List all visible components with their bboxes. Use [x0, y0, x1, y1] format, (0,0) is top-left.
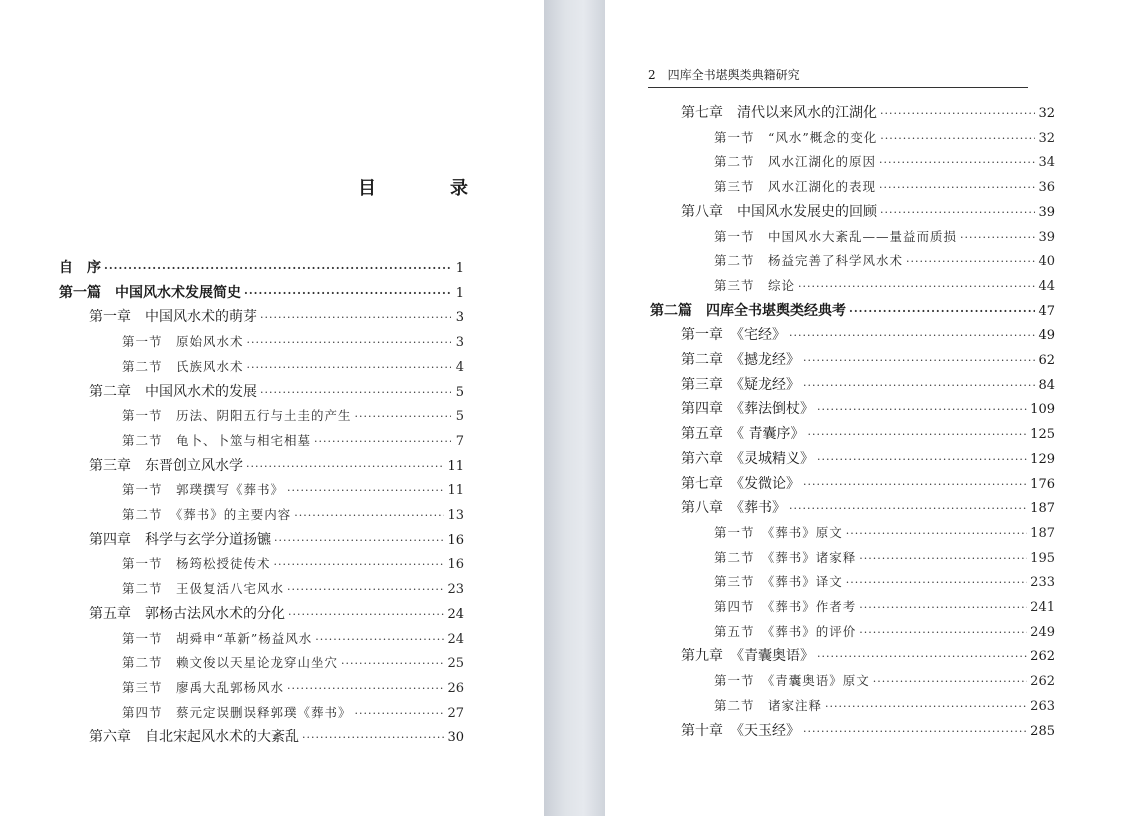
toc-entry-label: 第二节 杨益完善了科学风水术: [714, 253, 904, 269]
toc-entry-label: 第二节 王伋复活八宅风水: [122, 581, 285, 597]
toc-entry-label: 第六章 《灵城精义》: [681, 450, 814, 467]
toc-entry-label: 第二章 中国风水术的发展: [89, 383, 257, 400]
dot-leader: [859, 621, 1027, 645]
toc-page-number: 7: [455, 433, 464, 449]
toc-page-number: 129: [1030, 451, 1055, 467]
toc-entry[interactable]: [681, 719, 1055, 743]
dot-leader: [880, 201, 1035, 225]
toc-entry[interactable]: [89, 305, 464, 329]
toc-page-number: 4: [455, 359, 464, 375]
toc-page-number: 24: [447, 631, 464, 647]
toc-entry-label: 第八章 《葬书》: [681, 500, 786, 517]
toc-page-number: 176: [1030, 476, 1055, 492]
dot-leader: [825, 695, 1027, 719]
toc-page-number: 13: [447, 508, 464, 523]
toc-entry-label: 第一节 《青囊奥语》原文: [714, 673, 870, 689]
toc-entry[interactable]: [681, 472, 1055, 496]
toc-entry[interactable]: [650, 299, 1055, 323]
toc-entry[interactable]: [714, 570, 1055, 594]
dot-leader: [803, 720, 1027, 744]
dot-leader: [817, 398, 1027, 422]
dot-leader: [846, 571, 1027, 595]
toc-entry-label: 第一章 中国风水术的萌芽: [89, 309, 257, 326]
toc-page-number: 27: [447, 705, 464, 721]
toc-entry-label: 第八章 中国风水发展史的回顾: [681, 203, 877, 220]
toc-entry[interactable]: [122, 577, 464, 601]
toc-entry[interactable]: [122, 429, 464, 453]
toc-entry-label: 第五节 《葬书》的评价: [714, 623, 857, 639]
dot-leader: [244, 282, 451, 306]
dot-leader: [287, 479, 444, 503]
toc-entry-label: 第二节 风水江湖化的原因: [714, 154, 877, 170]
dot-leader: [817, 645, 1027, 669]
toc-entry[interactable]: [89, 602, 464, 626]
dot-leader: [879, 151, 1035, 175]
toc-entry-label: 第一节 杨筠松授徒传术: [122, 556, 271, 572]
toc-entry-label: 第二节 《葬书》诸家释: [714, 549, 857, 565]
toc-entry-label: 第三节 综论: [714, 277, 796, 293]
toc-entry-label: 第四章 科学与玄学分道扬镳: [89, 531, 271, 548]
toc-entry-label: 自 序: [59, 260, 101, 276]
toc-entry-label: 第一节 “风水”概念的变化: [714, 129, 878, 145]
dot-leader: [247, 331, 451, 355]
dot-leader: [260, 306, 451, 330]
dot-leader: [880, 127, 1035, 151]
toc-entry-label: 第一节 原始风水术: [122, 334, 244, 350]
toc-page-number: 34: [1038, 155, 1055, 171]
toc-page-number: 109: [1030, 402, 1055, 418]
toc-page-number: 49: [1038, 328, 1055, 344]
dot-leader: [859, 547, 1027, 571]
dot-leader: [314, 430, 451, 454]
toc-entry[interactable]: [714, 225, 1055, 249]
toc-entry-label: 第七章 《发微论》: [681, 475, 800, 492]
toc-entry-label: 第十章 《天玉经》: [681, 722, 800, 739]
toc-entry[interactable]: [681, 447, 1055, 471]
toc-entry-label: 第一篇 中国风水术发展简史: [59, 284, 241, 301]
toc-entry[interactable]: [681, 348, 1055, 372]
toc-page-number: 285: [1030, 723, 1055, 739]
dot-leader: [302, 726, 444, 750]
toc-page-number: 5: [455, 384, 464, 400]
dot-leader: [846, 522, 1027, 546]
toc-page-number: 25: [447, 656, 464, 672]
toc-page-number: 125: [1030, 427, 1055, 443]
toc-page-number: 16: [447, 557, 464, 573]
toc-entry-label: 第三章 东晋创立风水学: [89, 457, 243, 474]
toc-entry-label: 第二节 赖文俊以天星论龙穿山坐穴: [122, 655, 339, 671]
dot-leader: [247, 356, 451, 380]
toc-entry[interactable]: [122, 404, 464, 428]
toc-entry-label: 第三节 风水江湖化的表现: [714, 179, 877, 195]
toc-page-number: 3: [455, 335, 464, 351]
toc-entry[interactable]: [714, 175, 1055, 199]
toc-entry[interactable]: [59, 281, 464, 305]
toc-entry[interactable]: [714, 249, 1055, 273]
toc-entry-label: 第一节 胡舜申“革新”杨益风水: [122, 630, 313, 646]
dot-leader: [341, 652, 444, 676]
dot-leader: [803, 349, 1035, 373]
toc-entry[interactable]: [89, 725, 464, 749]
toc-page-number: 263: [1030, 698, 1055, 714]
toc-entry[interactable]: [122, 552, 464, 576]
dot-leader: [274, 553, 445, 577]
toc-page-number: 262: [1030, 674, 1055, 690]
toc-page-number: 39: [1038, 204, 1055, 220]
toc-entry-label: 第二节 氏族风水术: [122, 358, 244, 374]
header-rule: [648, 87, 1028, 88]
toc-page-number: 47: [1038, 303, 1055, 319]
dot-leader: [288, 603, 444, 627]
toc-entry[interactable]: [122, 478, 464, 502]
toc-entry-label: 第二节 《葬书》的主要内容: [122, 507, 292, 522]
toc-page-number: 5: [455, 409, 464, 425]
toc-entry-label: 第一节 中国风水大紊乱——量益而质损: [714, 228, 958, 244]
toc-entry-label: 第四章 《葬法倒杖》: [681, 401, 814, 418]
dot-leader: [906, 250, 1035, 274]
toc-entry[interactable]: [714, 620, 1055, 644]
dot-leader: [817, 448, 1027, 472]
dot-leader: [287, 578, 444, 602]
toc-page-number: 62: [1038, 353, 1055, 368]
toc-entry[interactable]: [681, 496, 1055, 520]
dot-leader: [315, 628, 444, 652]
dot-leader: [355, 702, 445, 726]
toc-title: [358, 174, 468, 200]
toc-entry-label: 第六章 自北宋起风水术的大紊乱: [89, 729, 299, 746]
toc-entry[interactable]: [714, 126, 1055, 150]
toc-entry[interactable]: [681, 200, 1055, 224]
toc-entry-label: 第二节 诸家注释: [714, 697, 823, 713]
dot-leader: [803, 473, 1027, 497]
dot-leader: [879, 176, 1035, 200]
toc-entry-label: 第一节 郭璞撰写《葬书》: [122, 482, 285, 498]
toc-page-number: 187: [1030, 525, 1055, 541]
dot-leader: [880, 102, 1035, 126]
toc-entry[interactable]: [714, 521, 1055, 545]
toc-entry[interactable]: [122, 676, 464, 700]
dot-leader: [294, 504, 444, 528]
toc-entry[interactable]: [59, 256, 464, 280]
toc-entry-label: 第五章 《 青囊序》: [681, 426, 805, 443]
toc-page-number: 16: [447, 532, 464, 548]
toc-entry[interactable]: [122, 651, 464, 675]
toc-page-number: 11: [447, 458, 464, 474]
toc-page-number: 40: [1038, 254, 1055, 270]
toc-entry-label: 第九章 《青囊奥语》: [681, 648, 814, 665]
toc-page-number: 24: [447, 606, 464, 622]
toc-entry[interactable]: [714, 274, 1055, 298]
toc-page-number: 195: [1030, 550, 1055, 566]
toc-entry-label: 第一节 历法、阴阳五行与土圭的产生: [122, 408, 352, 424]
toc-entry[interactable]: [122, 330, 464, 354]
toc-entry[interactable]: [681, 397, 1055, 421]
running-head: 2 四库全书堪舆类典籍研究: [648, 68, 800, 82]
toc-entry-label: 第一章 《宅经》: [681, 327, 786, 344]
toc-entry[interactable]: [714, 150, 1055, 174]
toc-page-number: 249: [1030, 624, 1055, 640]
toc-entry[interactable]: [122, 701, 464, 725]
toc-entry-label: 第七章 清代以来风水的江湖化: [681, 105, 877, 121]
toc-page-number: 84: [1038, 377, 1055, 393]
toc-entry[interactable]: [681, 323, 1055, 347]
dot-leader: [960, 226, 1035, 250]
dot-leader: [803, 374, 1035, 398]
toc-page-number: 32: [1038, 106, 1055, 121]
toc-page-number: 36: [1038, 180, 1055, 196]
toc-entry[interactable]: [122, 355, 464, 379]
toc-page-number: 1: [455, 285, 464, 301]
toc-entry-label: 第二节 龟卜、卜筮与相宅相墓: [122, 432, 312, 448]
toc-entry[interactable]: [714, 669, 1055, 693]
toc-page-number: 39: [1038, 229, 1055, 245]
toc-title-char: 目: [358, 178, 376, 199]
toc-page-number: 262: [1030, 649, 1055, 665]
dot-leader: [355, 405, 451, 429]
toc-entry-label: 第四节 《葬书》作者考: [714, 599, 857, 614]
dot-leader: [849, 300, 1035, 324]
dot-leader: [873, 670, 1027, 694]
toc-entry-label: 第二篇 四库全书堪舆类经典考: [650, 302, 846, 319]
dot-leader: [789, 497, 1027, 521]
toc-entry[interactable]: [122, 503, 464, 527]
toc-entry[interactable]: [714, 546, 1055, 570]
toc-entry[interactable]: [122, 627, 464, 651]
dot-leader: [789, 324, 1035, 348]
dot-leader: [798, 275, 1035, 299]
toc-page-number: 30: [447, 730, 464, 746]
toc-page-number: 1: [455, 261, 464, 276]
toc-entry[interactable]: [714, 694, 1055, 718]
toc-entry[interactable]: [681, 101, 1055, 125]
toc-page-number: 32: [1038, 130, 1055, 146]
toc-entry[interactable]: [681, 373, 1055, 397]
toc-entry-label: 第一节 《葬书》原文: [714, 524, 843, 540]
toc-page-number: 44: [1038, 278, 1055, 294]
toc-entry-label: 第四节 蔡元定误删误释郭璞《葬书》: [122, 704, 352, 720]
page-gutter: [544, 0, 605, 816]
toc-entry[interactable]: [89, 380, 464, 404]
toc-entry-label: 第三节 《葬书》译文: [714, 574, 843, 590]
dot-leader: [260, 381, 451, 405]
dot-leader: [287, 677, 444, 701]
toc-page-number: 233: [1030, 575, 1055, 591]
toc-entry[interactable]: [681, 422, 1055, 446]
toc-page-number: 23: [447, 582, 464, 598]
dot-leader: [859, 596, 1027, 620]
toc-entry[interactable]: [681, 644, 1055, 668]
toc-title-char: 录: [450, 178, 468, 199]
toc-entry-label: 第二章 《撼龙经》: [681, 352, 800, 368]
toc-page-number: 241: [1030, 600, 1055, 615]
dot-leader: [807, 423, 1027, 447]
toc-entry-label: 第三节 廖禹大乱郭杨风水: [122, 679, 285, 695]
toc-entry[interactable]: [89, 454, 464, 478]
toc-page-number: 3: [455, 310, 464, 326]
dot-leader: [104, 257, 451, 281]
toc-page-number: 11: [447, 483, 464, 499]
toc-entry-label: 第三章 《疑龙经》: [681, 376, 800, 393]
toc-entry-label: 第五章 郭杨古法风水术的分化: [89, 605, 285, 622]
toc-page-number: 187: [1030, 501, 1055, 517]
toc-entry[interactable]: [714, 595, 1055, 619]
dot-leader: [274, 529, 444, 553]
toc-entry[interactable]: [89, 528, 464, 552]
toc-page-number: 26: [447, 680, 464, 696]
dot-leader: [246, 455, 444, 479]
